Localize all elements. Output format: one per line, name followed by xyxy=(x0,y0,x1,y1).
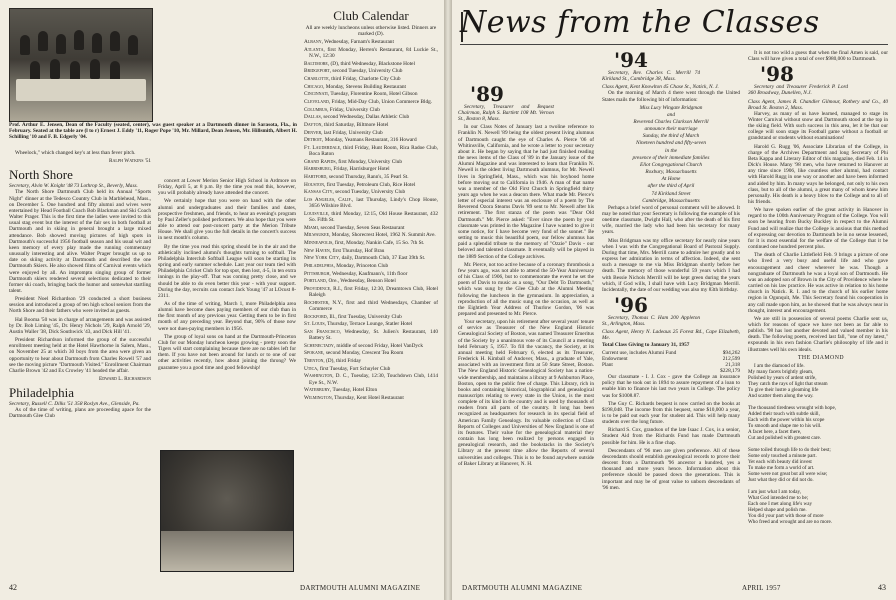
footer-date: APRIL 1957 xyxy=(742,584,781,592)
club-calendar-entry: Harrisburg, Friday, Harrisburger Hotel xyxy=(304,166,390,173)
class-year: '89 xyxy=(470,84,504,106)
right-column-2 xyxy=(602,50,740,572)
winter-photo xyxy=(160,450,294,572)
right-column-3 xyxy=(748,50,888,572)
right-page xyxy=(452,0,896,600)
fund-heading: Total Class Giving to January 31, 1957 xyxy=(602,341,690,348)
club-meeting-info: D. C., Tuesday, 12:30, Touchdown Club, 1414 Eye St., N.W. xyxy=(309,373,438,386)
club-meeting-info: third Friday, Hunt Room, Rica Radoe Club, Boca Raton xyxy=(309,145,438,158)
club-city: Grand Rapids xyxy=(304,158,336,165)
philadelphia-heading: Philadelphia xyxy=(9,385,74,401)
class-year: '94 xyxy=(614,50,648,72)
class-1896-paragraph: Our classmate - I. J. Cox - gave the College an insurance policy that he took out in 1894 to assure repayment of a loan to enable him to finance his last two years in College. The policy was for $1008.87. xyxy=(602,374,740,399)
invitation-line: after the third of April xyxy=(647,183,695,190)
club-calendar-entry: Bridgeport, second Tuesday, University Club xyxy=(304,68,403,75)
masthead xyxy=(460,6,888,46)
club-meeting-info: last Thursday, Lindy's Chop House, 3656 Wilshire Blvd. xyxy=(309,197,438,210)
club-meeting-info: Ore., Wednesday, Benson Hotel xyxy=(328,278,396,285)
club-meeting-info: Monday, Shorecrest Hotel, 1962 N. Summit Ave. xyxy=(331,232,436,239)
club-calendar xyxy=(304,8,438,574)
club-meeting-info: middle of second Friday, Hotel VanDyck xyxy=(336,342,424,349)
club-meeting-info: Thursday, Terrace Lounge, Statler Hotel xyxy=(327,321,413,328)
class-1889-header xyxy=(458,84,594,122)
club-city: Ft. Lauderdale xyxy=(304,145,341,151)
dinner-photo xyxy=(9,8,153,122)
club-calendar-entry: Providence, R.I., first Friday, 12:30, Dreamtown Club, Hotel Raleigh xyxy=(304,285,438,299)
club-calendar-entry: Grand Rapids, first Monday, University Club xyxy=(304,158,403,165)
club-city: Providence xyxy=(304,285,331,292)
invitation-line: 74 Kirkland Street xyxy=(651,190,691,197)
club-calendar-entry: Spokane, second Monday, Crescent Tea Room xyxy=(304,350,404,357)
philadelphia-secretary: Secretary, Russell C. Dilks '51 358 Roslyn Ave., Glenside, Pa. xyxy=(9,401,140,408)
club-calendar-entry: Cincinnati, Tuesday, Florentine Room, Hotel Gibson xyxy=(304,91,418,98)
club-meeting-info: Wednesday, Kaufmann's, 11th floor xyxy=(331,270,408,277)
club-city: Milwaukee xyxy=(304,232,330,239)
club-calendar-entry: Kansas City, second Tuesday, University Club xyxy=(304,189,406,196)
club-calendar-title: Club Calendar xyxy=(333,8,409,23)
club-meeting-info: second Thursday, Rann's, 35 Pearl St. xyxy=(328,174,409,181)
class-1896-paragraph: Descendants of '96 men are given preference. All of these descendants should establish genealogical records to prove their descent from a Dartmouth '96 ancestor a hundred, yes a thousand and more years hence. Information about this preference should be passed down the generations. This is important and may be of great value to unborn descendants of '96 men. xyxy=(602,447,740,491)
footer-left: DARTMOUTH ALUMNI MAGAZINE xyxy=(300,584,421,592)
club-city: Schenectady xyxy=(304,342,334,349)
class-agent: Class Agent, James R. Chandler Gilmour, Rothery and Co., 40 Broad St. Boston 2, Mass. xyxy=(748,98,888,111)
club-meeting-info: second Tuesday, Seven Seas Restaurant xyxy=(320,224,405,231)
club-calendar-entry: Columbus, Friday, University Club xyxy=(304,106,380,113)
club-city: Detroit xyxy=(304,137,323,144)
left-column-2 xyxy=(158,178,296,448)
club-meeting-info: Ill., first Tuesday, University Club xyxy=(329,313,402,320)
club-meeting-info: Monday, Princeton Club xyxy=(336,263,389,269)
fund-table xyxy=(602,350,740,374)
club-city: Cincinnati xyxy=(304,91,328,98)
class-1898-paragraph: The death of Charlie Littlefield Feb. 9 brings a picture of one who lived a very busy and useful life and who gave encouragement and cheer wherever he was. Though a nongraduate of Dartmouth he was a loyal son of Dartmouth. He was an adopted son of Brown in the City of Providence where he carried on his law practice. He was active in relation to his home church in Natick. R. I. and to the church of his earlier home region in Ogunquit, Me. This Secretary found his cooperation in any call made upon him, as he showed that he was always near in thought, interest and encouragement. xyxy=(748,252,888,314)
club-city: Philadelphia xyxy=(304,263,334,269)
fund-label: Plant xyxy=(602,361,613,368)
page-number-left: 42 xyxy=(9,583,17,592)
club-meeting-info: (D), third Friday xyxy=(326,358,362,365)
club-calendar-entry: Ft. Lauderdale, third Friday, Hunt Room, Rica Radoe Club, Boca Raton xyxy=(304,145,438,158)
club-city: Wilmington xyxy=(304,394,332,401)
club-meeting-info: (D), third Wednesday, Blackstone Hotel xyxy=(330,60,415,67)
club-calendar-subtitle: All are weekly luncheons unless otherwise listed. Dinners are marked (D). xyxy=(305,25,437,38)
class-1896-paragraph: The Guy C. Richards bequest is now carried on the books at $198,048. The income from this bequest, some $10,000 a year, is to be paid out each year for student aid. This will help many students over the long future. xyxy=(602,400,740,426)
club-calendar-entry: Waterbury, Tuesday, Hotel Elton xyxy=(304,387,378,394)
club-meeting-info: third Monday, 12:15, Old House Restaurant, 432 So. Fifth St. xyxy=(309,210,438,224)
club-calendar-entry: Chicago, Monday, Stevens Building Restaurant xyxy=(304,83,407,90)
club-calendar-entry: Washington, D. C., Tuesday, 12:30, Touchdown Club, 1414 Eye St., N.W. xyxy=(304,373,438,386)
club-calendar-entry: Denver, last Friday, University Club xyxy=(304,129,383,136)
fund-label: Current use, includes Alumni Fund xyxy=(602,349,677,356)
club-meeting-info: first Tuesday, Petroleum Club, Rice Hotel xyxy=(326,181,416,188)
poem-text: I am the diamond of life. My many facets brightly gleam, Polished by years of ardent strife, They catch the rays of light that stream To give their lustre a gleaming life And scatter them along the way. The thousand tiredness wrought with hope, Added their touch with subtle skill, Each with the power within his scope To smooth and shape me to his will. A facet here, a facet there, Cut and polished with greatest care. Some toiled through life to do their best; Some only touched a minute part. Yet each with beauty did invest To make me form a world of art. Some were not great but all were wise; Just what they did or did not do. I am just what I am today, What God intended me to be; Each one I met along life's way Helped shape and polish me. You did your part with those of more Who freed and wrought and are no more. xyxy=(748,362,836,525)
invitation-line: Miss Lucy Wingate Bridgman xyxy=(639,104,703,111)
club-calendar-entry: St. Louis, Thursday, Terrace Lounge, Statler Hotel xyxy=(304,321,413,328)
wedding-announcement xyxy=(602,105,740,204)
philadelphia-paragraph: The group of loyal sons on hand at the Dartmouth-Princeton Club for our Monday luncheon keeps growing - pretty soon the Tigers will start complaining because there are no tables left for them. If you have not been around for lunch or to one of our other activities recently, how about joining the throng? We guarantee you a good time and good fellowship! xyxy=(158,333,296,371)
club-meeting-info: Friday, University Club xyxy=(329,106,380,113)
club-city: Minneapolis xyxy=(304,240,333,247)
north-shore-paragraph: President Richardson informed the group of the successful enrollment meeting held at the Hotel Hawthorne in Salem, Mass., on November 25 at which 30 boys from the area were given an opportunity to hear about Dartmouth from Charles Rowell '57 and see the moving picture "Dartmouth Visited." Enrollment Chairman Charlie Brown '42 and Ex Crowley '41 headed the affair. xyxy=(9,337,151,374)
north-shore-signature: Edward L. Richardson xyxy=(99,376,151,382)
club-city: Los Angeles, Calif. xyxy=(304,197,353,204)
north-shore-paragraph: The North Shore Dartmouth Club held its Annual "Sports Night" dinner at the Tedesco Country Club in Marblehead, Mass., on December 5. One hundred and fifty alumni and wives were entertained by Head Football Coach Bob Blackman and Ski Coach Walter Prager. This is the first time the ladies were invited to this usual stag event but the interest of the fair sex in both football at Dartmouth and in skiing in general brought a large mixed attendance. Bob showed moving pictures of high spots in Dartmouth's successful 1956 football season and his usual wit and keen memory of every play made the running commentary unusually interesting and alive. Walter Prager brought us up to date on skiing activity at Dartmouth and described the one Dartmouth Skiers. He also showed films of Carnival events which were enjoyed by all. An impromptu singing group of former Dartmouth skiers rendered several selections dedicated to their former ski coach, bringing back the humor and somewhat startling talent. xyxy=(9,189,151,294)
invitation-line: At Home xyxy=(661,176,681,183)
club-calendar-entry: Dayton, third Saturday, Biltmore Hotel xyxy=(304,122,389,129)
left-column-1-body xyxy=(9,150,151,575)
class-secretary: Secretary, Rev. Charles C. Merrill 74 Kirkland St., Cambridge 38, Mass. xyxy=(602,70,700,83)
club-city: Denver xyxy=(304,129,322,136)
club-city: St. Louis xyxy=(304,321,325,328)
club-city: Utica xyxy=(304,365,318,372)
club-city: Portland xyxy=(304,278,326,285)
club-calendar-entry: New York City, daily, Dartmouth Club, 37 East 39th St. xyxy=(304,255,426,262)
class-1889-paragraph: In our Class Notes of January last a twoline reference to Franklin N. Newell '89 being the oldest present living alumnus of Dartmouth caught the eye of Charles A. Pierce '06 of Whitinsville, California, and he wrote a letter to your secretary about it. He began by saying that he had just finished reading the news items of the Class of '89 in the January issue of the Alumni Magazine and was interested to learn that Franklin N. Newell is the oldest living Dartmouth alumnus, for Mr. Newell lives in Springfield, Mass., which was his boyhood home before moving out to California in 1946. A man of that name was a member of the Old First Church in Springfield thirty years ago when he was a deacon there. What made Mr. Pierce's letter of especial interest was an enclosure of a poem by The Reverend Ozora Stearns Davis '89 sent to Mr. Newell after his retirement. The first stanza of the poem was "Dear Old Dartmouth." Mr. Pierce asked: "Ever since the poem by your classmate was printed in the Magazine I have wanted to give it some notice, for I have become very fond of the sonnet." Be setting to music this beautiful poem, our fellow alumnus has paid a splendid tribute to the memory of "Ozzie" Davis - our beloved and talented classmate. It eventually will be played in the 1889 Section of the College archives. xyxy=(458,124,594,260)
invitation-line: and xyxy=(667,111,675,118)
fund-value: 21,318 xyxy=(725,361,740,368)
class-secretary: Secretary, Treasurer and Bequest Chairman, Ralph S. Bartlett 108 Mt. Vernon St., Boston 8, Mass. xyxy=(458,104,554,123)
club-city: Harrisburg xyxy=(304,166,331,173)
invitation-line: announce their marriage xyxy=(644,126,698,133)
club-calendar-entry: Rockford, Ill., first Tuesday, University Club xyxy=(304,313,402,320)
club-calendar-entry: Louisville, third Monday, 12:15, Old House Restaurant, 432 So. Fifth St. xyxy=(304,210,438,224)
invitation-line: Reverend Charles Clarkson Merrill xyxy=(633,118,709,125)
club-city: Spokane xyxy=(304,350,324,357)
club-city: Hartford xyxy=(304,174,327,181)
intro-text: Wheelock," which changed key's at less than fever pitch. xyxy=(15,150,136,156)
north-shore-paragraph: President Noel Richardson '29 conducted a short business session and introduced a group of ten high school seniors from the North Shore and their fathers who were invited as guests. xyxy=(9,296,151,315)
club-meeting-info: first Monday, University Club xyxy=(338,158,403,165)
club-calendar-entry: Wilmington, Thursday, Kent Hotel Restaurant xyxy=(304,394,404,401)
class-year: '98 xyxy=(760,62,794,87)
club-calendar-entry: Rochester, N.Y., first and third Wednesdays, Chamber of Commerce xyxy=(304,299,438,312)
class-1894-header xyxy=(602,50,740,82)
club-meeting-info: Wednesday, St. Julien's Restaurant, 140 Battery St. xyxy=(309,328,438,342)
club-calendar-entry: Baltimore, (D), third Wednesday, Blackstone Hotel xyxy=(304,60,415,67)
invitation-line: in the xyxy=(665,147,677,154)
fund-value: $228,179 xyxy=(720,367,740,374)
philadelphia-paragraph: As of the time of writing, March 1, more Philadelphia area alumni have become dues paying members of our club than in the first month of any previous year. Getting them to be in first month of any preceding year. Beyond that, 90% of those now were not dues-paying members in 1956. xyxy=(158,300,296,332)
club-city: Chicago xyxy=(304,83,324,90)
class-agent: Class Agent, Kent Knowlton 45 Chase St., Natick, N. J. xyxy=(602,84,719,91)
class-1896-paragraph: It is not too wild a guess that when the final Amen is said, our Class will have given a total of over $980,000 to Dartmouth. xyxy=(748,50,888,63)
class-1898-paragraph: We are still in possession of several poems Charlie sent us, which for reasons of space we have not been as far able to publish. '98 has lost another devoted and valued member in his death. The following poem, received last fall, "one of my latest," expounds in his own fashion Charlie's philosophy of life and it illustrates well his own ideals. xyxy=(748,315,888,353)
class-1889-paragraph: Mr. Pierce, not too active because of a coronary thrombosis a few years ago, was not able to attend the 50-Year Anniversary of his Class of 1906, but to commemorate the event he set the poem of Davis to music as a song, "Our Debt To Dartmouth," which was sung by the Glee Club at the Alumni Meeting following the luncheon in the gymnasium. In appreciation, a reproduction of all the music sung on the occasion, as well as the Eightieth Year Address of Thurlow Gordon, '06 was prepared and presented to Mr. Pierce. xyxy=(458,261,594,317)
gutter xyxy=(444,0,452,600)
philadelphia-paragraph: We certainly hope that you were on hand with the other alumni and undergraduates and their families and dates, prospective freshmen, and friends, to hear an evening's program by Paul Zeller's polished performers. We also hope that you were able to attend our post-concert party at the Merion Tribute House. We shall give you the full details in the concert's success in next month's column. xyxy=(158,198,296,242)
club-city: Louisville xyxy=(304,210,329,217)
footer-right: DARTMOUTH ALUMNI MAGAZINE xyxy=(462,584,583,592)
club-calendar-entry: Milwaukee, Monday, Shorecrest Hotel, 1962 N. Summit Ave. xyxy=(304,232,436,239)
club-city: Pittsburgh xyxy=(304,270,330,277)
north-shore-heading: North Shore xyxy=(9,167,73,183)
left-page xyxy=(0,0,444,600)
club-meeting-info: first Tuesday, Fort Schuyler Club xyxy=(319,365,391,372)
club-calendar-entry: Dallas, second Wednesday, Dallas Athletic Club xyxy=(304,114,410,121)
class-agent: Class Agent, Henry N. Ladeaux 25 Forest Rd., Cape Elizabeth, Me. xyxy=(602,329,740,342)
club-calendar-entry: Minneapolis, first, Monday, Nankin Cafe, 15 So. 7th St. xyxy=(304,240,425,247)
club-meeting-info: first, Monday, Nankin Cafe, 15 So. 7th St. xyxy=(334,240,425,247)
club-meeting-info: Thursday, Kent Hotel Restaurant xyxy=(334,394,404,401)
club-calendar-entry: Albany, Wednesday, Farnam's Restaurant xyxy=(304,39,394,46)
club-meeting-info: Friday, Harrisburger Hotel xyxy=(333,166,390,173)
club-meeting-info: Friday, Mid-Day Club, Union Commerce Bldg. xyxy=(331,99,433,106)
photo-caption: Prof. Arthur E. Jensen, Dean of the Faculty (seated, center), was guest speaker at a Dartmouth dinner in Sarasota, Fla., in February. Seated at the table are (l to r) Ernest J. Eddy '11, Roger Pope '10, Mr. Millard, Dean Jensen, Mr. Hillsmith, Albert H. Schilling '10 and F. B. Edgerly '04. xyxy=(9,122,297,141)
club-meeting-info: Monday, Stevens Building Restaurant xyxy=(325,83,407,90)
class-secretary: Secretary, Thomas C. Ham 200 Appleton St., Arlington, Mass. xyxy=(602,315,700,328)
class-1894-paragraph: Miss Bridgman was my office secretary for nearly nine years when I was with the Congregational Board of Pastoral Supply. During that time, Mrs. Merrill came to admire her greatly and to express her admiration in terms of affection. Indeed, she sent such a message to me via Miss Bridgman shortly before her death. The memory of those wonderful 59 years which I had with Bessie Nichols Merrill will be kept green during the years which, if God wills, I shall have with Lucy Bridgman Merrill. Incidentally, the date of our wedding was also my 83th birthday. xyxy=(602,237,740,293)
class-1898-paragraph: Harvey, as many of us have learned, managed to stage its Winter Carnival without snow and Dartmouth stood at the top in the skiing field. With such success in this area, let it be that our college will soon stage its Football game without a football or grandstand or students without examinations! xyxy=(748,110,888,142)
club-city: Charlotte xyxy=(304,76,329,83)
club-calendar-entry: Atlanta, first Monday, Herren's Restaurant, 84 Luckie St., N.W., 12:30 xyxy=(304,46,438,60)
club-meeting-info: R.I., first Friday, 12:30, Dreamtown Club, Hotel Raleigh xyxy=(309,285,438,299)
club-meeting-info: Wednesday, Farnam's Restaurant xyxy=(324,39,394,46)
club-city: Miami xyxy=(304,224,318,231)
club-city: Baltimore xyxy=(304,60,328,67)
club-city: Albany xyxy=(304,39,322,46)
invitation-line: presence of their immediate families xyxy=(632,154,710,161)
club-city: Rockford xyxy=(304,313,327,320)
class-1894-paragraph: On the morning of March 4 there went through the United States mails the following bit of information: xyxy=(602,90,740,103)
club-city: Washington xyxy=(304,373,333,380)
club-city: New York City xyxy=(304,255,339,262)
club-city: San Francisco xyxy=(304,328,340,335)
right-column-1 xyxy=(458,84,594,572)
club-meeting-info: Monday, Yeamans Restaurant, 316 Howard xyxy=(324,137,417,144)
north-shore-paragraph: Hal Booma '50 was in charge of arrangements and was assisted by Dr. Bob Liming '45, Dr. Henry Nichols '29, Ralph Arnold '29, Austin Waller '38, Dick Southwick '43, and Dick Hill '41. xyxy=(9,316,151,335)
fund-value: 212,599 xyxy=(722,355,740,362)
club-city: New Haven xyxy=(304,247,330,254)
club-calendar-entry: Hartford, second Thursday, Rann's, 35 Pearl St. xyxy=(304,174,409,181)
club-city: Rochester xyxy=(304,299,329,306)
club-city: Dayton xyxy=(304,122,322,129)
club-meeting-info: second Wednesday, Dallas Athletic Club xyxy=(323,114,410,121)
poem-title: THE DIAMOND xyxy=(797,354,845,361)
club-meeting-info: third Saturday, Biltmore Hotel xyxy=(324,122,389,129)
club-calendar-entry: Charlotte, third Friday, Charlotte City Club xyxy=(304,76,401,83)
club-meeting-info: daily, Dartmouth Club, 37 East 39th St. xyxy=(341,255,426,262)
club-meeting-info: Tuesday, Hotel Elton xyxy=(332,387,378,394)
invitation-line: Eliot Congregational Church xyxy=(640,161,702,168)
club-meeting-info: second Monday, Crescent Tea Room xyxy=(325,350,404,357)
club-calendar-entry: New Haven, first Thursday, Hof Brau xyxy=(304,247,385,254)
club-city: Bridgeport xyxy=(304,68,330,75)
fund-value: $94,262 xyxy=(722,349,740,356)
club-city: Waterbury xyxy=(304,387,330,394)
club-meeting-info: second Tuesday, University Club xyxy=(335,189,406,196)
class-1898-paragraph: We have spoken earlier of the great activity in Hanover in regard to the 100th Anniversary Program of the College. You will soon be hearing from Bucky Buckley in respect to the Alumni Fund and will realize that the College is anxious that this method of expressing our devotion to Dartmouth be in no sense lessened, for it is most essential for the welfare of the College that it be continued one hundred percent plus. xyxy=(748,207,888,251)
club-calendar-entry: Miami, second Tuesday, Seven Seas Restaurant xyxy=(304,224,405,231)
club-calendar-entry: Portland, Ore., Wednesday, Benson Hotel xyxy=(304,278,396,285)
class-year: '96 xyxy=(614,293,648,318)
club-calendar-entry: Pittsburgh, Wednesday, Kaufmann's, 11th floor xyxy=(304,270,408,277)
intro-signature: Ralph Watkins '51 xyxy=(108,158,151,165)
club-calendar-entry: Los Angeles, Calif., last Thursday, Lindy's Chop House, 3656 Wilshire Blvd. xyxy=(304,197,438,210)
club-city: Columbus xyxy=(304,106,328,113)
club-meeting-info: Tuesday, Florentine Room, Hotel Gibson xyxy=(330,91,418,98)
club-meeting-info: third Friday, Charlotte City Club xyxy=(331,76,401,83)
club-city: Dallas xyxy=(304,114,321,121)
club-calendar-entry: Philadelphia, Monday, Princeton Club xyxy=(304,263,389,269)
class-secretary: Secretary and Treasurer Frederick P. Lord 360 Broadway, Dunellen, N.J. xyxy=(748,84,848,97)
class-1896-paragraph: Richard S. Cox, grandson of the late Isaac J. Cox, is a senior, Student Aid from the Richards Fund has made Dartmouth possible for him. He is a fine chap. xyxy=(602,427,740,446)
club-calendar-entry: Utica, first Tuesday, Fort Schuyler Club xyxy=(304,365,391,372)
invitation-line: Cambridge, Massachusetts xyxy=(642,197,700,204)
club-calendar-entry: Schenectady, middle of second Friday, Hotel VanDyck xyxy=(304,342,424,349)
club-meeting-info: first Thursday, Hof Brau xyxy=(332,247,385,254)
philadelphia-paragraph: As of the time of writing, plans are proceeding apace for the Dartmouth Glee Club xyxy=(9,407,151,420)
club-city: Atlanta xyxy=(304,46,324,53)
invitation-line: Nineteen hundred and fifty-seven xyxy=(636,140,706,147)
club-city: Cleveland xyxy=(304,99,329,106)
club-meeting-info: second Tuesday, University Club xyxy=(332,68,403,75)
invitation-line: Sunday, the third of March xyxy=(642,133,700,140)
club-city: Trenton xyxy=(304,358,324,365)
north-shore-secretary: Secretary, Alvin W. Knight '48 73 Lothrop St., Beverly, Mass. xyxy=(9,183,138,190)
club-calendar-entry: Houston, first Tuesday, Petroleum Club, Rice Hotel xyxy=(304,181,416,188)
philadelphia-paragraph: concert at Lower Merion Senior High School in Ardmore on Friday, April 5, at 8 p.m. By the time you read this, however, you will probably already have attended the concert. xyxy=(158,178,296,197)
club-meeting-info: first Monday, Herren's Restaurant, 84 Luckie St., N.W., 12:30 xyxy=(309,46,438,60)
class-1898-header xyxy=(748,64,888,96)
club-meeting-info: last Friday, University Club xyxy=(323,129,383,136)
class-1898-paragraph: Harold G. Rugg '06, Associate Librarian of the College, in charge of the Archives Department and long Secretary of Phi Beta Kappa and Literary Editor of this magazine, died Feb. 14 in Dick's House. Many '98 men, who have returned to Hanover at any time since 1906, like countless other alumni, had contact with Harold Rugg in one way or another and have been informed and aided by him. In many ways he belonged, not only to his own class, but to all of the alumni, a great many of whom knew him personally. His death is a heavy blow to the College and to all of his friends. xyxy=(748,143,888,205)
masthead-title: News from the Classes xyxy=(460,5,820,40)
club-calendar-entry: Detroit, Monday, Yeamans Restaurant, 316 Howard xyxy=(304,137,417,144)
fund-label: Endowment xyxy=(602,355,628,362)
class-1896-header xyxy=(602,295,740,327)
invitation-line: Roxbury, Massachusetts xyxy=(645,169,697,176)
club-city: Houston xyxy=(304,181,324,188)
club-calendar-entry: Cleveland, Friday, Mid-Day Club, Union Commerce Bldg. xyxy=(304,99,433,106)
page-number-right: 43 xyxy=(878,583,886,592)
club-calendar-entry: Trenton, (D), third Friday xyxy=(304,358,362,365)
philadelphia-paragraph: By the time you read this spring should be in the air and the athletically inclined alumni's thoughts turning to softball. The Philadelphia Interclub Softball League will soon be starting its spring and early summer schedule. Last year our team tied with Philadelphia Cricket Club for top spot, then lost, 4-5, in ten extra innings in the play-off. That was coming pretty close, and we should be able to do even better this year - with your support. During the day, recruits can contact Jack Young '47 at LOcust 8-2311. xyxy=(158,243,296,299)
class-1894-paragraph: Perhaps a brief word of personal comment will be allowed. It may be noted that your Secretary is following the example of his onetime classmate, Dwight Hall, who after the death of his first wife, married the lady who had been his secretary for many years. xyxy=(602,204,740,236)
class-1889-paragraph: Your secretary, upon his retirement after several years' tenure of service as Treasurer of the New England Historic Genealogical Society of Boston, was named Treasurer Emeritus of the Society by a unanimous vote of its Council at a meeting held February 5, 1957. To fill the vacancy, the Society, at its annual meeting held February 6, elected as its Treasurer, Frederick H. Kimball of Andover, Mass., a graduate of Yale, associated with an investment firm at 50 State Street, Boston. The New England Historic Genealogical Society has a nation-wide membership, and maintains a library at 9 Ashburton Place, Boston, open to the public free of charge. This Library, rich in books and containing historical, biographical and genealogical manuscripts relating to every state in the Union, is the most complete of its kind in the country and is used by thousands of readers from all parts of the country. It long has been recognized as headquarters for research in its special field of American Family Genealogy. Its valuable collection of Class Reports of Colleges and Universities of New England is one of its features. Their value for the genealogical material they contain has long been realized by persons engaged in genealogical research, and the bookstacks in the Society's Library at the present time allow the Reports of several universities and colleges. This is to be found anywhere outside of Baker Library at Hanover, N. H. xyxy=(458,319,594,467)
club-calendar-list xyxy=(304,39,438,401)
club-calendar-entry: San Francisco, Wednesday, St. Julien's Restaurant, 140 Battery St. xyxy=(304,328,438,342)
club-meeting-info: N.Y., first and third Wednesdays, Chamber of Commerce xyxy=(309,299,438,312)
club-city: Kansas City xyxy=(304,189,333,196)
